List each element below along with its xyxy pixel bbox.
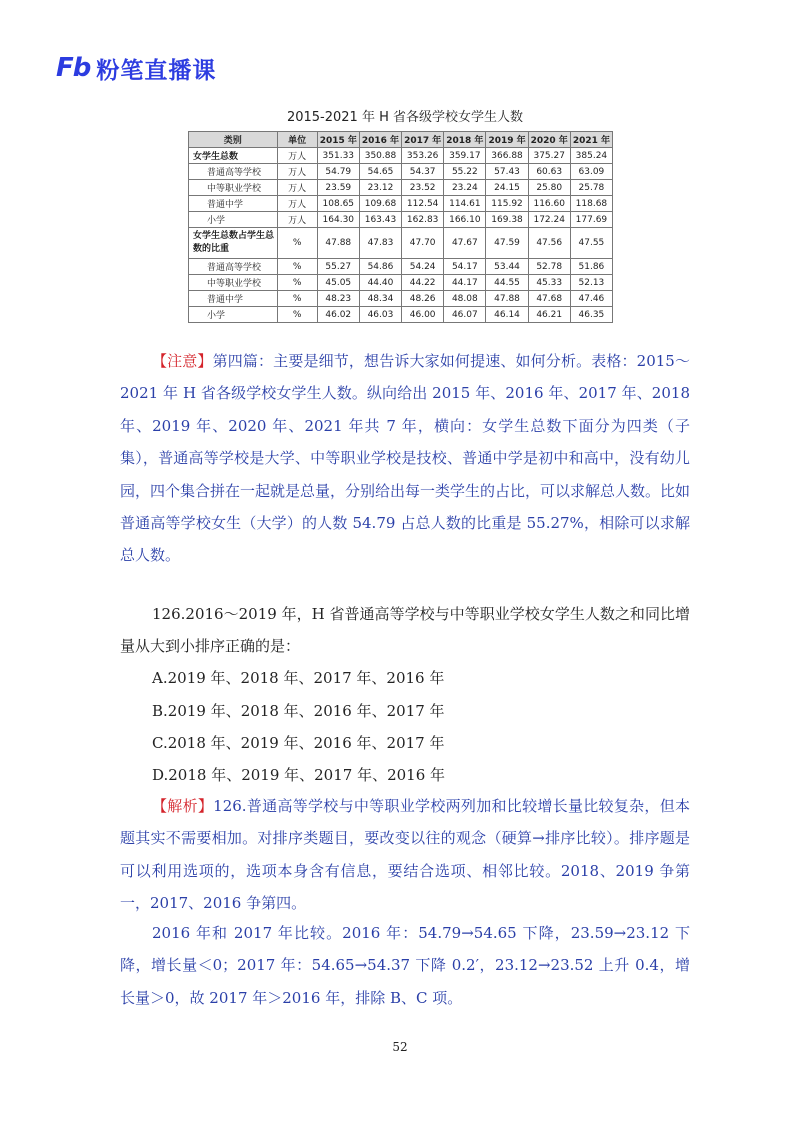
table-cell: 25.78 bbox=[570, 180, 612, 196]
option-c: C.2018 年、2019 年、2016 年、2017 年 bbox=[152, 734, 445, 752]
table-cell: 54.86 bbox=[359, 259, 401, 275]
table-cell: 359.17 bbox=[444, 148, 486, 164]
logo-text: 粉笔直播课 bbox=[96, 57, 217, 84]
table-cell: 166.10 bbox=[444, 212, 486, 228]
table-cell: 163.43 bbox=[359, 212, 401, 228]
table-cell: 23.52 bbox=[402, 180, 444, 196]
table-cell: 115.92 bbox=[486, 196, 528, 212]
table-cell: 351.33 bbox=[317, 148, 359, 164]
table-cell: 52.78 bbox=[528, 259, 570, 275]
table-cell: 47.59 bbox=[486, 228, 528, 259]
row-label: 普通中学 bbox=[189, 196, 278, 212]
table-cell: 25.80 bbox=[528, 180, 570, 196]
table-cell: 177.69 bbox=[570, 212, 612, 228]
row-unit: 万人 bbox=[277, 180, 317, 196]
table-row bbox=[189, 148, 613, 164]
table-row bbox=[189, 291, 613, 307]
column-header: 2015 年 bbox=[317, 132, 359, 148]
option-d: D.2018 年、2019 年、2017 年、2016 年 bbox=[152, 766, 446, 784]
table-cell: 45.05 bbox=[317, 275, 359, 291]
table-header-row bbox=[189, 132, 613, 148]
row-label: 中等职业学校 bbox=[189, 180, 278, 196]
table-cell: 63.09 bbox=[570, 164, 612, 180]
row-label: 女学生总数 bbox=[189, 148, 278, 164]
table-cell: 46.14 bbox=[486, 307, 528, 323]
table-cell: 23.12 bbox=[359, 180, 401, 196]
analysis-tag: 【解析】 bbox=[152, 797, 214, 815]
column-header: 2020 年 bbox=[528, 132, 570, 148]
table-cell: 112.54 bbox=[402, 196, 444, 212]
table-row bbox=[189, 164, 613, 180]
table-cell: 54.79 bbox=[317, 164, 359, 180]
column-header: 2017 年 bbox=[402, 132, 444, 148]
option-b: B.2019 年、2018 年、2016 年、2017 年 bbox=[152, 702, 445, 720]
analysis-paragraph-2: 2016 年和 2017 年比较。2016 年：54.79→54.65 下降，23.59→23.12 下降，增长量＜0；2017 年：54.65→54.37 下降 0.2′，23.12→23.52 上升 0.4，增长量＞0，故 2017 年＞2016 年，排除 B、C 项。 bbox=[120, 924, 690, 1007]
row-label: 小学 bbox=[189, 307, 278, 323]
analysis-paragraph bbox=[120, 790, 690, 920]
table-cell: 23.59 bbox=[317, 180, 359, 196]
table-cell: 116.60 bbox=[528, 196, 570, 212]
table-cell: 46.35 bbox=[570, 307, 612, 323]
table-title: 2015-2021 年 H 省各级学校女学生人数 bbox=[286, 110, 524, 125]
table-cell: 51.86 bbox=[570, 259, 612, 275]
table-cell: 54.24 bbox=[402, 259, 444, 275]
column-header: 单位 bbox=[277, 132, 317, 148]
table-cell: 47.55 bbox=[570, 228, 612, 259]
table-cell: 54.65 bbox=[359, 164, 401, 180]
table-cell: 47.56 bbox=[528, 228, 570, 259]
table-cell: 55.27 bbox=[317, 259, 359, 275]
table-cell: 53.44 bbox=[486, 259, 528, 275]
row-unit: 万人 bbox=[277, 196, 317, 212]
table-row bbox=[189, 180, 613, 196]
page-number: 52 bbox=[392, 1040, 408, 1054]
table-row bbox=[189, 275, 613, 291]
table-cell: 46.00 bbox=[402, 307, 444, 323]
table-cell: 46.07 bbox=[444, 307, 486, 323]
table-cell: 47.46 bbox=[570, 291, 612, 307]
table-row bbox=[189, 307, 613, 323]
row-unit: 万人 bbox=[277, 212, 317, 228]
note-text: 第四篇：主要是细节，想告诉大家如何提速、如何分析。表格：2015～2021 年 H 省各级学校女学生人数。纵向给出 2015 年、2016 年、2017 年、2018 年、2019 年、2020 年、2021 年共 7 年，横向：女学生总数下面分为四类（子集），普通高等学校是大学、中等职业学校是技校、普通中学是初中和高中，没有幼儿园，四个集合拼在一起就是总量，分别给出每一类学生的占比，可以求解总人数。比如普通高等学校女生（大学）的人数 54.79 占总人数的比重是 55.27%，相除可以求解总人数。 bbox=[120, 352, 691, 565]
table-row bbox=[189, 228, 613, 259]
table-cell: 47.67 bbox=[444, 228, 486, 259]
table-cell: 385.24 bbox=[570, 148, 612, 164]
question-text: 126.2016～2019 年，H 省普通高等学校与中等职业学校女学生人数之和同比增量从大到小排序正确的是： bbox=[120, 605, 690, 656]
table-cell: 169.38 bbox=[486, 212, 528, 228]
column-header: 2018 年 bbox=[444, 132, 486, 148]
row-unit: % bbox=[277, 291, 317, 307]
table-cell: 47.88 bbox=[486, 291, 528, 307]
table-cell: 47.83 bbox=[359, 228, 401, 259]
table-cell: 366.88 bbox=[486, 148, 528, 164]
table-cell: 45.33 bbox=[528, 275, 570, 291]
row-label: 中等职业学校 bbox=[189, 275, 278, 291]
column-header: 2021 年 bbox=[570, 132, 612, 148]
table-cell: 350.88 bbox=[359, 148, 401, 164]
table-cell: 46.02 bbox=[317, 307, 359, 323]
table-cell: 23.24 bbox=[444, 180, 486, 196]
table-cell: 60.63 bbox=[528, 164, 570, 180]
table-cell: 57.43 bbox=[486, 164, 528, 180]
table-cell: 109.68 bbox=[359, 196, 401, 212]
note-tag: 【注意】 bbox=[152, 352, 213, 370]
row-label: 小学 bbox=[189, 212, 278, 228]
row-label: 普通高等学校 bbox=[189, 259, 278, 275]
table-row bbox=[189, 196, 613, 212]
table-cell: 54.17 bbox=[444, 259, 486, 275]
table-cell: 353.26 bbox=[402, 148, 444, 164]
row-unit: % bbox=[277, 275, 317, 291]
row-unit: % bbox=[277, 307, 317, 323]
column-header: 2019 年 bbox=[486, 132, 528, 148]
table-cell: 118.68 bbox=[570, 196, 612, 212]
table-cell: 44.22 bbox=[402, 275, 444, 291]
column-header: 类别 bbox=[189, 132, 278, 148]
row-unit: 万人 bbox=[277, 148, 317, 164]
table-cell: 48.34 bbox=[359, 291, 401, 307]
table-cell: 48.23 bbox=[317, 291, 359, 307]
column-header: 2016 年 bbox=[359, 132, 401, 148]
table-cell: 47.70 bbox=[402, 228, 444, 259]
row-unit: % bbox=[277, 259, 317, 275]
row-unit: % bbox=[277, 228, 317, 259]
table-cell: 46.21 bbox=[528, 307, 570, 323]
table-cell: 47.88 bbox=[317, 228, 359, 259]
table-cell: 55.22 bbox=[444, 164, 486, 180]
table-cell: 114.61 bbox=[444, 196, 486, 212]
note-paragraph bbox=[120, 345, 690, 572]
brand-logo bbox=[56, 48, 216, 88]
table-cell: 164.30 bbox=[317, 212, 359, 228]
table-row bbox=[189, 259, 613, 275]
logo-mark-icon: Fb bbox=[56, 53, 91, 83]
row-label: 女学生总数占学生总数的比重 bbox=[189, 228, 278, 259]
table-cell: 46.03 bbox=[359, 307, 401, 323]
row-label: 普通中学 bbox=[189, 291, 278, 307]
row-label: 普通高等学校 bbox=[189, 164, 278, 180]
data-table bbox=[188, 131, 613, 323]
table-cell: 24.15 bbox=[486, 180, 528, 196]
table-cell: 44.40 bbox=[359, 275, 401, 291]
row-unit: 万人 bbox=[277, 164, 317, 180]
table-cell: 162.83 bbox=[402, 212, 444, 228]
table-cell: 52.13 bbox=[570, 275, 612, 291]
table-cell: 375.27 bbox=[528, 148, 570, 164]
table-cell: 44.55 bbox=[486, 275, 528, 291]
table-cell: 48.08 bbox=[444, 291, 486, 307]
table-cell: 54.37 bbox=[402, 164, 444, 180]
table-cell: 44.17 bbox=[444, 275, 486, 291]
table-cell: 47.68 bbox=[528, 291, 570, 307]
table-cell: 108.65 bbox=[317, 196, 359, 212]
analysis-text: 126.普通高等学校与中等职业学校两列加和比较增长量比较复杂，但本题其实不需要相加。对排序类题目，要改变以往的观念（硬算→排序比较）。排序题是可以利用选项的，选项本身含有信息，要结合选项、相邻比较。2018、2019 争第一，2017、2016 争第四。 bbox=[120, 797, 690, 913]
table-cell: 48.26 bbox=[402, 291, 444, 307]
table-row bbox=[189, 212, 613, 228]
table-cell: 172.24 bbox=[528, 212, 570, 228]
option-a: A.2019 年、2018 年、2017 年、2016 年 bbox=[152, 669, 445, 687]
